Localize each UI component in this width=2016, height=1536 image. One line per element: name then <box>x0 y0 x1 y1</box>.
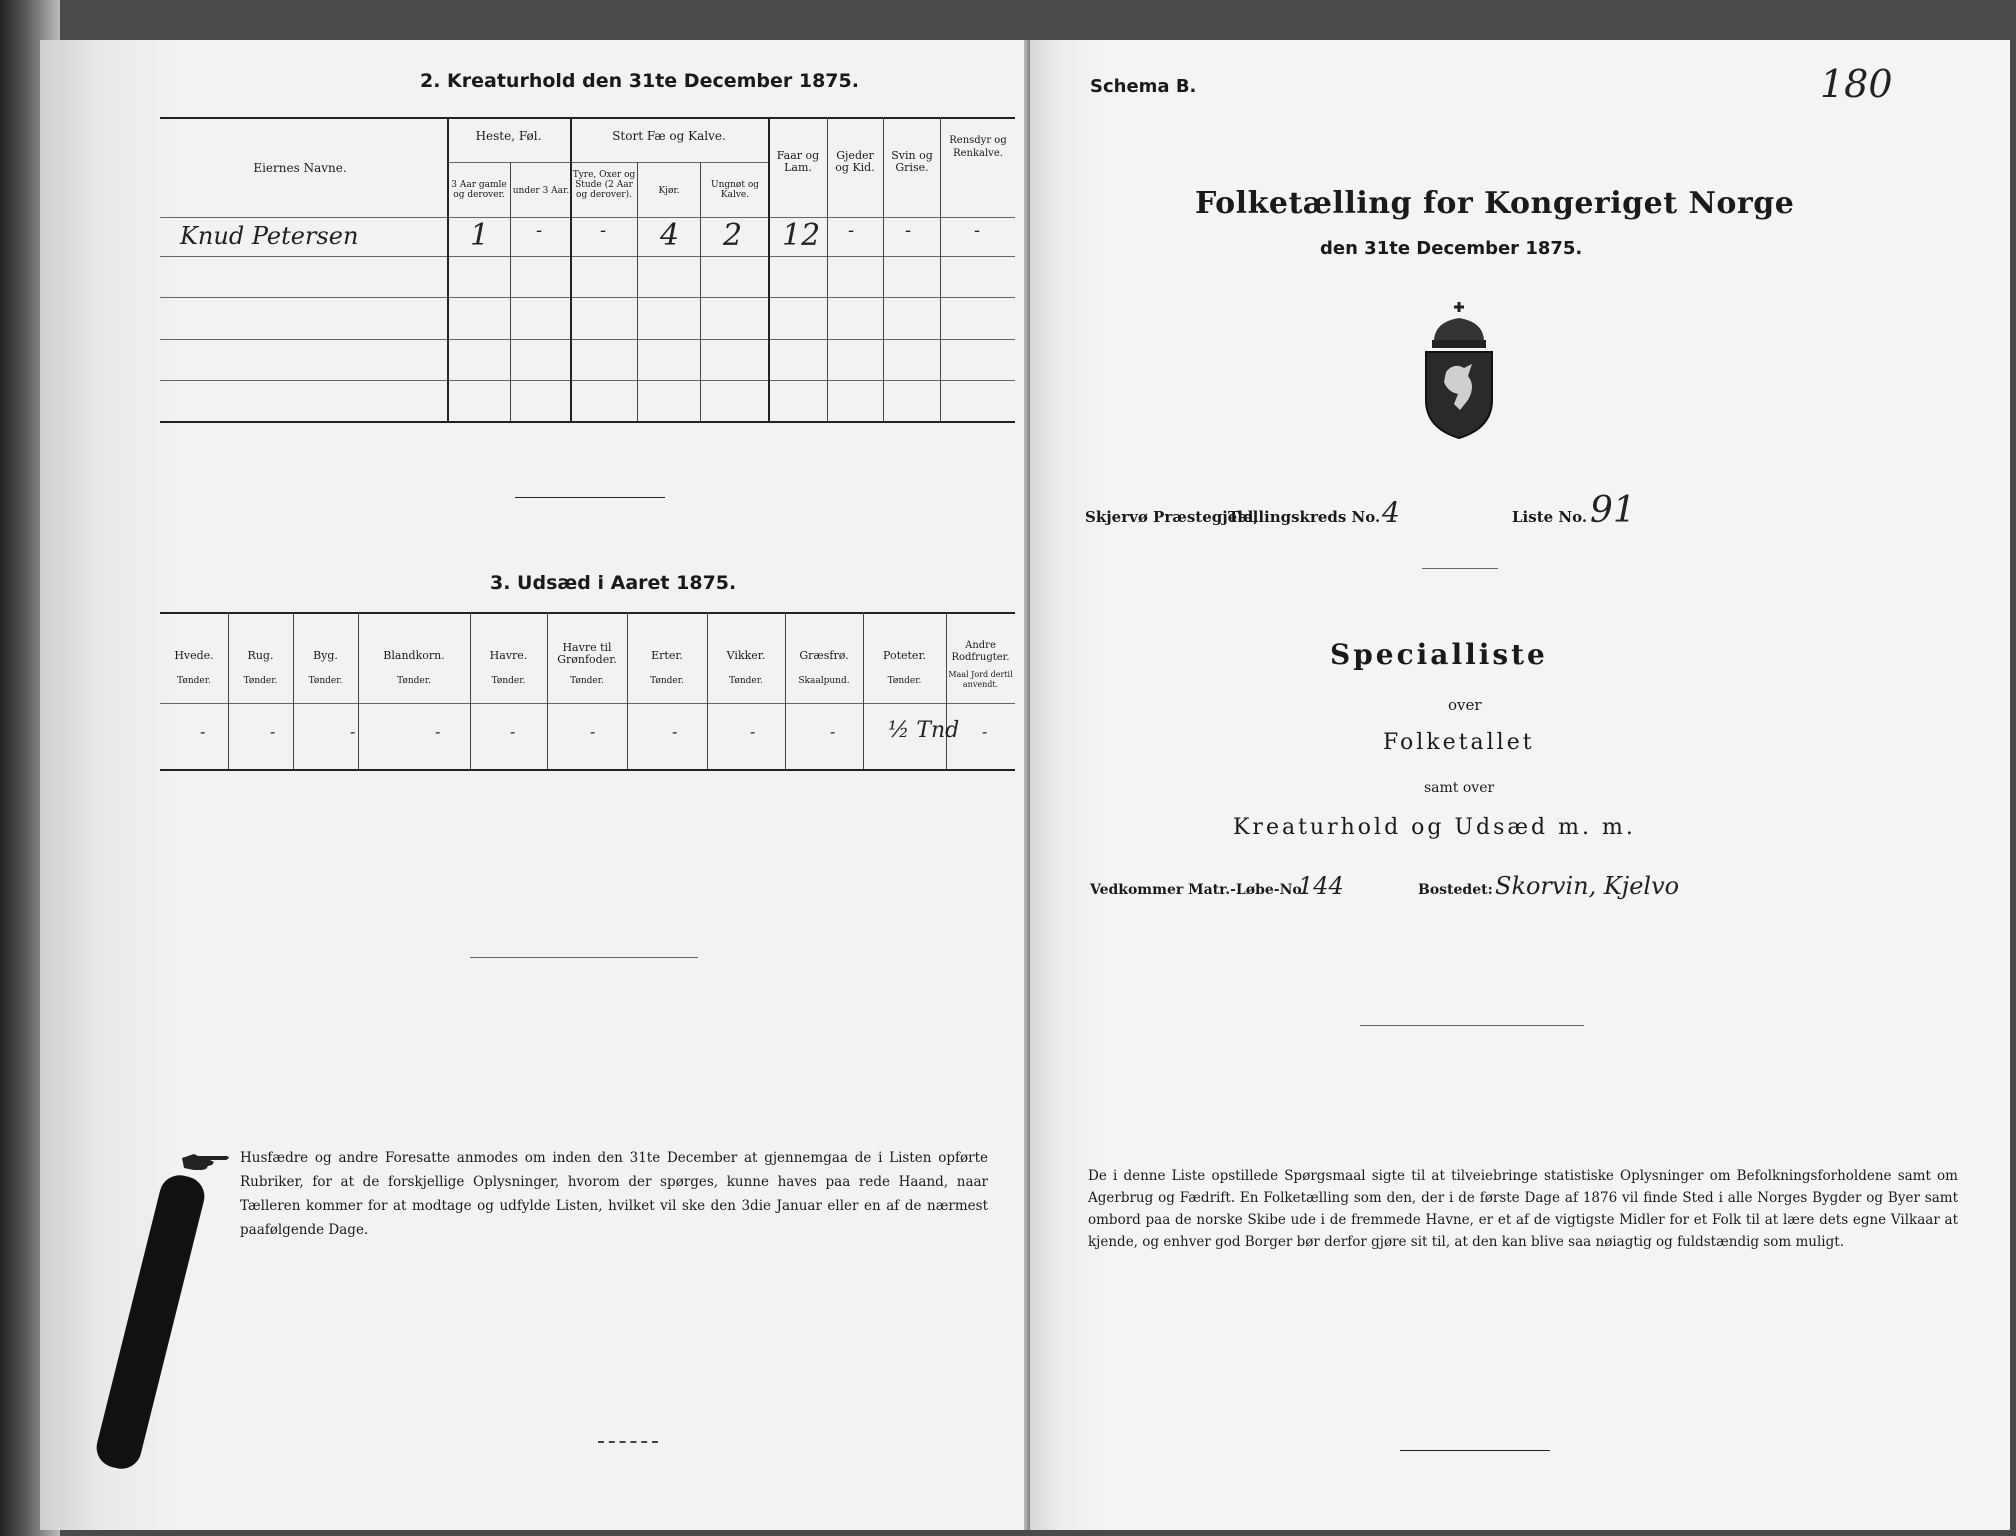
notice-text: Husfædre og andre Foresatte anmodes om inden den 31te December at gjennemgaa de i Listen opførte Rubriker, for at de forskjellige Oplysninger, hvorom der spørges, kunne haves paa rede Haand, naar Tælleren kommer for at modtage og udfylde Listen, hvilket vil ske den 3die Januar eller en af de nærmest paafølgende Dage. <box>240 1150 988 1238</box>
col-hvede: Hvede. <box>174 649 214 662</box>
cell-kjor: 4 <box>660 218 680 253</box>
val-erter: - <box>672 722 678 741</box>
district-value: 4 <box>1382 496 1400 529</box>
col-andre-rodfrugter: Andre Rodfrugter. <box>951 640 1010 663</box>
col-kjor: Kjør. <box>658 186 680 196</box>
cell-faar: 12 <box>782 218 821 253</box>
col-faar: Faar og Lam. <box>776 149 820 174</box>
unit-erter: Tønder. <box>650 676 684 686</box>
val-havre-gronfoder: - <box>590 722 596 741</box>
col-erter: Erter. <box>651 649 683 662</box>
kreaturhold-label: Kreaturhold og Udsæd m. m. <box>1233 815 1636 840</box>
unit-havre-gronfoder: Tønder. <box>570 676 604 686</box>
divider <box>1422 568 1498 569</box>
group-heste: Heste, Føl. <box>475 129 542 143</box>
section2-title: 2. Kreaturhold den 31te December 1875. <box>420 70 859 92</box>
left-page <box>40 40 1030 1530</box>
section3-title: 3. Udsæd i Aaret 1875. <box>490 572 737 594</box>
col-eiernes-navne: Eiernes Navne. <box>253 161 347 175</box>
val-poteter: ½ Tnd <box>888 718 960 743</box>
list-label: Liste No. <box>1512 508 1588 526</box>
cell-tyre: - <box>600 220 607 241</box>
divider <box>598 1441 658 1443</box>
matr-label: Vedkommer Matr.-Løbe-No. <box>1090 882 1307 898</box>
cell-gjeder: - <box>848 220 855 241</box>
unit-poteter: Tønder. <box>887 676 922 686</box>
owner-name: Knud Petersen <box>180 222 359 250</box>
cell-svin: - <box>905 220 912 241</box>
district-label: Tællingskreds No. <box>1228 508 1381 526</box>
val-havre: - <box>510 722 516 741</box>
unit-andre-rodfrugter: Maal Jord dertil anvendt. <box>948 670 1013 689</box>
document-date: den 31te December 1875. <box>1320 238 1583 259</box>
val-byg: - <box>350 722 356 741</box>
over-label: over <box>1448 696 1482 714</box>
list-value: 91 <box>1590 490 1636 531</box>
unit-graesfro: Skaalpund. <box>798 676 850 686</box>
val-blandkorn: - <box>435 722 441 741</box>
schema-label: Schema B. <box>1090 76 1197 97</box>
col-graesfro: Græsfrø. <box>799 649 849 662</box>
unit-havre: Tønder. <box>491 676 526 686</box>
group-stort-fae: Stort Fæ og Kalve. <box>612 129 726 143</box>
val-graesfro: - <box>830 722 836 741</box>
unit-blandkorn: Tønder. <box>397 676 431 686</box>
matr-value: 144 <box>1298 872 1344 900</box>
col-tyre: Tyre, Oxer og Stude (2 Aar og derover). <box>572 170 636 200</box>
right-page <box>1030 40 2010 1530</box>
cell-heste-under: - <box>536 220 543 241</box>
unit-rug: Tønder. <box>243 676 278 686</box>
cell-ungnot: 2 <box>723 218 743 253</box>
pointing-hand-icon <box>180 1148 240 1176</box>
divider <box>515 497 665 498</box>
col-havre: Havre. <box>489 649 528 662</box>
divider <box>470 957 698 958</box>
coat-of-arms-icon <box>1420 300 1498 440</box>
col-poteter: Poteter. <box>883 649 926 662</box>
special-list-title: Specialliste <box>1330 638 1548 671</box>
unit-byg: Tønder. <box>308 676 343 686</box>
val-vikker: - <box>750 722 756 741</box>
folketallet-label: Folketallet <box>1383 730 1535 755</box>
val-rug: - <box>270 722 276 741</box>
col-ungnot: Ungnøt og Kalve. <box>710 180 759 200</box>
divider <box>1400 1450 1550 1451</box>
col-havre-gronfoder: Havre til Grønfoder. <box>557 641 617 666</box>
val-hvede: - <box>200 722 206 741</box>
col-svin: Svin og Grise. <box>891 149 933 174</box>
bosted-value: Skorvin, Kjelvo <box>1495 872 1680 900</box>
samt-over-label: samt over <box>1424 780 1495 796</box>
val-andre-rodfrugter: - <box>982 722 988 741</box>
unit-vikker: Tønder. <box>729 676 763 686</box>
parish-label: Skjervø Præstegjeld, <box>1085 508 1259 526</box>
col-byg: Byg. <box>313 649 338 662</box>
col-vikker: Vikker. <box>726 649 766 662</box>
col-heste-under: under 3 Aar. <box>512 186 570 196</box>
bosted-label: Bostedet: <box>1418 882 1493 898</box>
info-paragraph: De i denne Liste opstillede Spørgsmaal sigte til at tilveiebringe statistiske Oplysninger om Befolkningsforholdene samt om Agerbrug og Fædrift. En Folketælling som den, der i de første Dage af 1876 vil finde Sted i alle Norges Bygder og Byer samt ombord paa de norske Skibe ude i de fremmede Havne, er et af de vigtigste Midler for et Folk til at lære dets egne Vilkaar at kjende, og enhver god Borger bør derfor gjøre sit til, at den kan blive saa nøiagtig og fuldstændig som muligt. <box>1088 1168 1958 1250</box>
folio-number: 180 <box>1820 62 1893 106</box>
cell-rensdyr: - <box>974 220 981 241</box>
cell-heste-3aar: 1 <box>470 218 490 253</box>
unit-hvede: Tønder. <box>177 676 211 686</box>
divider <box>1360 1025 1584 1026</box>
col-gjeder: Gjeder og Kid. <box>835 149 875 174</box>
col-heste-3aar: 3 Aar gamle og derover. <box>451 180 507 200</box>
col-rug: Rug. <box>247 649 274 662</box>
col-blandkorn: Blandkorn. <box>383 649 445 662</box>
col-rensdyr: Rensdyr og Renkalve. <box>949 135 1007 159</box>
document-title: Folketælling for Kongeriget Norge <box>1195 186 1795 221</box>
